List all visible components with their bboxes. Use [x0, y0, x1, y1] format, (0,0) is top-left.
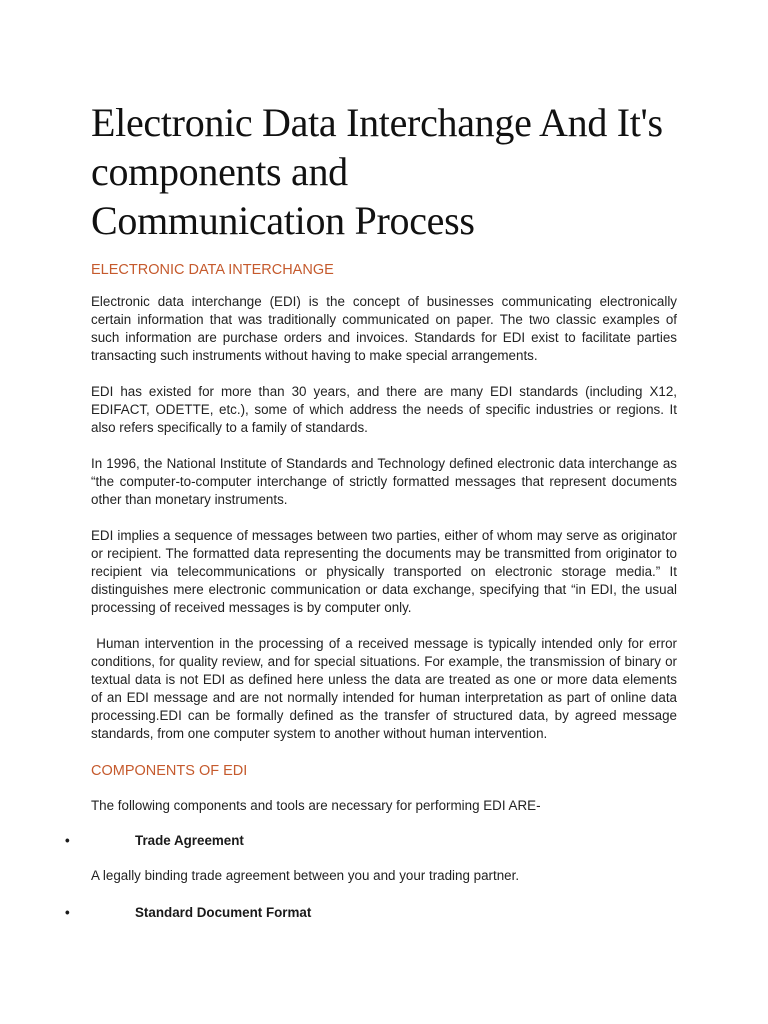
paragraph-definition: Electronic data interchange (EDI) is the concept of businesses communicating electronically certain information that was traditionally communicated on paper. The two classic examples of such information are purchase orders and invoices. Standards for EDI exist to facilitate parties transacting such instruments without having to make special arrangements.	[91, 294, 677, 363]
section-heading-edi: ELECTRONIC DATA INTERCHANGE	[91, 262, 334, 278]
title-line-2: components and	[91, 149, 348, 194]
paragraph-nist: In 1996, the National Institute of Standards and Technology defined electronic data interchange as “the computer-to-computer interchange of strictly formatted messages that represent documents other than monetary instruments.	[91, 456, 677, 507]
paragraph-history: EDI has existed for more than 30 years, and there are many EDI standards (including X12, EDIFACT, ODETTE, etc.), some of which address the needs of specific industries or regions. It also refers specifically to a family of standards.	[91, 384, 677, 435]
bullet-item-trade-agreement	[65, 832, 677, 850]
document-title	[91, 0, 677, 245]
section-heading-components: COMPONENTS OF EDI	[91, 763, 248, 779]
title-line-1: Electronic Data Interchange And It's	[91, 100, 663, 145]
title-line-3: Communication Process	[91, 198, 475, 243]
paragraph-sequence: EDI implies a sequence of messages between two parties, either of whom may serve as originator or recipient. The formatted data representing the documents may be transmitted from originator to recipient via telecommunications or physically transported on electronic storage media.” It distinguishes mere electronic communication or data exchange, specifying that “in EDI, the usual processing of received messages is by computer only.	[91, 528, 677, 615]
bullet-item-standard-document-format	[65, 904, 677, 922]
bullet-marker: •	[65, 905, 70, 920]
paragraph-components-intro: The following components and tools are necessary for performing EDI ARE-	[91, 798, 541, 813]
bullet-marker: •	[65, 833, 70, 848]
bullet-label: Standard Document Format	[135, 905, 312, 920]
paragraph-trade-agreement: A legally binding trade agreement between you and your trading partner.	[91, 868, 520, 883]
bullet-label: Trade Agreement	[135, 833, 244, 848]
paragraph-human-intervention: Human intervention in the processing of a received message is typically intended only for error conditions, for quality review, and for special situations. For example, the transmission of binary or textual data is not EDI as defined here unless the data are treated as one or more data elements of an EDI message and are not normally intended for human interpretation as part of online data processing.EDI can be formally defined as the transfer of structured data, by agreed message standards, from one computer system to another without human intervention.	[91, 636, 681, 741]
